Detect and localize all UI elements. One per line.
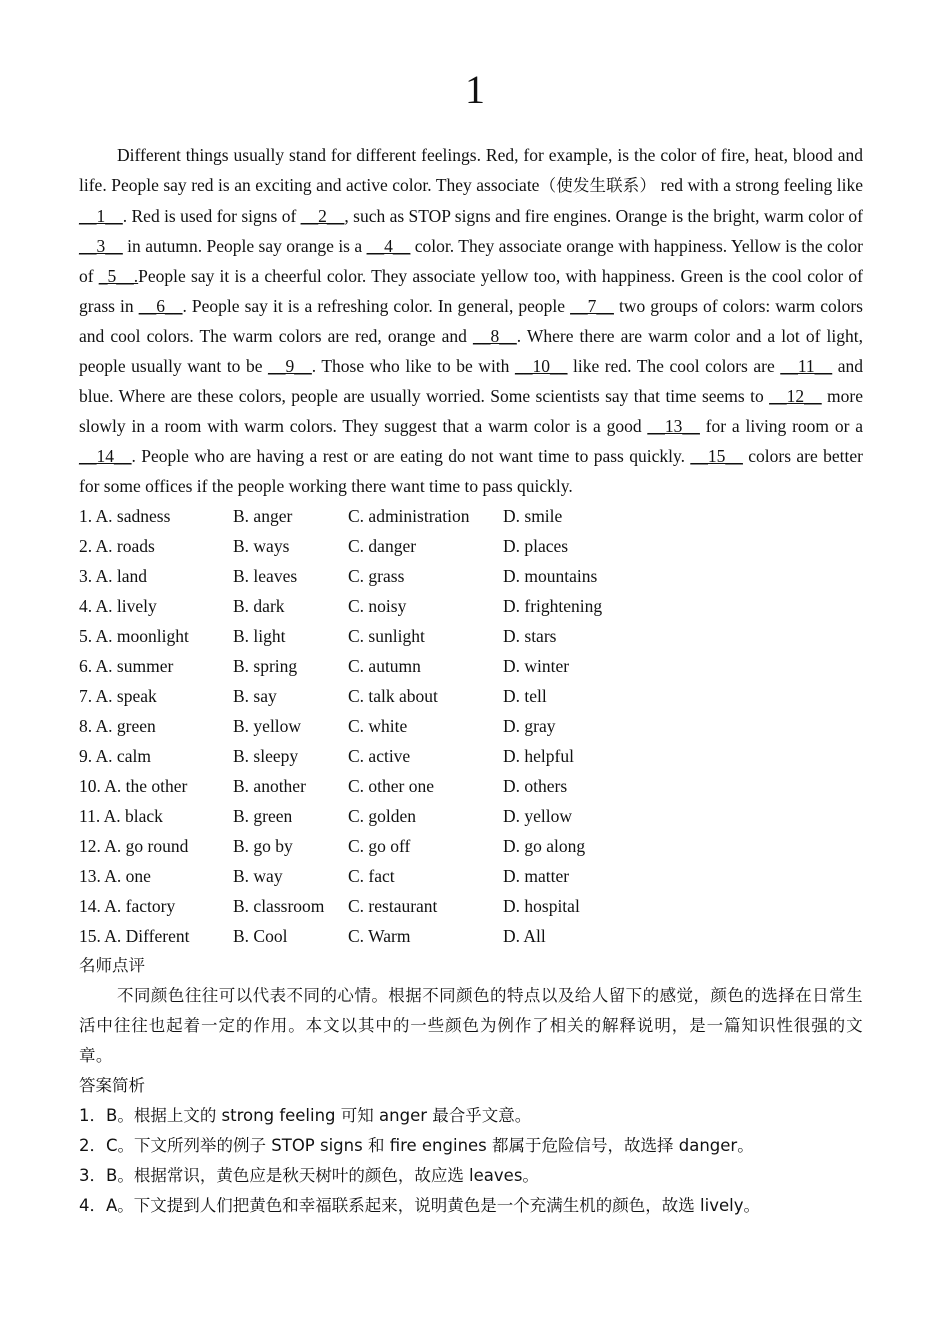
cloze-blank: __1__	[79, 206, 123, 226]
option-choice: D. yellow	[503, 806, 573, 826]
option-choice: C. grass	[348, 566, 405, 586]
option-choice: C. autumn	[348, 656, 421, 676]
option-row	[79, 921, 863, 951]
option-choice: B. way	[233, 866, 283, 886]
option-row	[79, 681, 863, 711]
option-choice: C. fact	[348, 866, 395, 886]
answer-item: 1．B。根据上文的 strong feeling 可知 anger 最合乎文意。	[79, 1106, 532, 1125]
option-choice: 2. A. roads	[79, 536, 155, 556]
option-choice: D. mountains	[503, 566, 598, 586]
passage-text: . Those who like to be with	[311, 356, 515, 376]
option-choice: 7. A. speak	[79, 686, 157, 706]
cloze-blank: __3__	[79, 236, 123, 256]
passage-text: Different things usually stand for different feelings. Red, for example, is the color of fire, heat, blood and life. People say red is an exciting and active color. They associate	[79, 145, 863, 195]
passage-text: People say it is a cheerful color. They associate yellow too, with happiness. Green is the cool color of grass in	[79, 266, 863, 316]
option-choice: D. gray	[503, 716, 556, 736]
option-choice: C. golden	[348, 806, 417, 826]
option-choice: B. classroom	[233, 896, 325, 916]
cloze-blank: __12__	[769, 386, 822, 406]
option-choice: 4. A. lively	[79, 596, 157, 616]
cloze-blank: __14__	[79, 446, 132, 466]
option-choice: 11. A. black	[79, 806, 163, 826]
option-row	[79, 711, 863, 741]
option-choice: D. All	[503, 926, 546, 946]
option-choice: D. tell	[503, 686, 547, 706]
option-choice: C. white	[348, 716, 408, 736]
passage-text: and blue. Where are these colors, people are usually worried. Some scientists say that time seems to	[79, 356, 863, 406]
document-content	[79, 140, 863, 1221]
cloze-blank: _5__.	[98, 266, 139, 286]
option-choice: 1. A. sadness	[79, 506, 171, 526]
passage-text: , such as STOP signs and fire engines. Orange is the bright, warm color of	[344, 206, 863, 226]
passage-text: color. They associate orange with happiness. Yellow is the color of	[79, 236, 863, 286]
option-choice: B. say	[233, 686, 277, 706]
option-choice: D. places	[503, 536, 569, 556]
option-choice: C. other one	[348, 776, 435, 796]
cloze-blank: __2__	[300, 206, 345, 226]
option-choice: C. Warm	[348, 926, 411, 946]
option-row	[79, 771, 863, 801]
cloze-blank: __10__	[514, 356, 568, 376]
option-row	[79, 621, 863, 651]
option-choice: B. Cool	[233, 926, 288, 946]
passage-text: . People who are having a rest or are eating do not want time to pass quickly.	[131, 446, 691, 466]
option-choice: D. smile	[503, 506, 563, 526]
option-choice: C. restaurant	[348, 896, 438, 916]
cloze-blank: __11__	[780, 356, 833, 376]
answer-item: 2．C。下文所列举的例子 STOP signs 和 fire engines 都属于危险信号，故选择 danger。	[79, 1136, 754, 1155]
option-choice: D. matter	[503, 866, 570, 886]
answer-item: 3．B。根据常识，黄色应是秋天树叶的颜色，故应选 leaves。	[79, 1166, 539, 1185]
option-choice: C. sunlight	[348, 626, 425, 646]
option-row	[79, 501, 863, 531]
gloss-text: （使发生联系）	[539, 176, 657, 195]
option-choice: B. light	[233, 626, 286, 646]
option-row	[79, 651, 863, 681]
option-choice: 5. A. moonlight	[79, 626, 189, 646]
option-row	[79, 801, 863, 831]
cloze-blank: __8__	[472, 326, 517, 346]
option-choice: D. hospital	[503, 896, 580, 916]
option-row	[79, 591, 863, 621]
option-choice: B. dark	[233, 596, 285, 616]
cloze-blank: __7__	[570, 296, 614, 316]
passage-text: in autumn. People say orange is a	[122, 236, 367, 256]
option-row	[79, 741, 863, 771]
option-choice: 3. A. land	[79, 566, 148, 586]
answer-item: 4．A。下文提到人们把黄色和幸福联系起来，说明黄色是一个充满生机的颜色，故选 lively。	[79, 1196, 760, 1215]
option-choice: C. noisy	[348, 596, 407, 616]
answer-heading: 答案简析	[79, 1076, 145, 1095]
cloze-blank: __9__	[268, 356, 312, 376]
passage-text: red with a strong feeling like	[656, 175, 863, 195]
review-heading: 名师点评	[79, 956, 145, 975]
option-choice: C. go off	[348, 836, 411, 856]
passage-text: . Where there are warm color and a lot of light, people usually want to be	[79, 326, 863, 376]
passage-text: colors are better for some offices if the people working there want time to pass quickly.	[79, 446, 863, 496]
option-choice: B. go by	[233, 836, 293, 856]
passage-text: . Red is used for signs of	[122, 206, 301, 226]
option-choice: 15. A. Different	[79, 926, 190, 946]
option-choice: B. ways	[233, 536, 290, 556]
option-row	[79, 891, 863, 921]
passage-text: more slowly in a room with warm colors. They suggest that a warm color is a good	[79, 386, 863, 436]
answer-options	[79, 501, 863, 951]
cloze-blank: __15__	[690, 446, 743, 466]
option-choice: 14. A. factory	[79, 896, 176, 916]
option-choice: C. danger	[348, 536, 417, 556]
option-choice: B. anger	[233, 506, 293, 526]
cloze-blank: __4__	[366, 236, 411, 256]
option-choice: 6. A. summer	[79, 656, 174, 676]
passage-text: two groups of colors: warm colors and cool colors. The warm colors are red, orange and	[79, 296, 863, 346]
review-text: 不同颜色往往可以代表不同的心情。根据不同颜色的特点以及给人留下的感觉，颜色的选择在日常生活中往往也起着一定的作用。本文以其中的一些颜色为例作了相关的解释说明，是一篇知识性很强的文章。	[79, 986, 863, 1065]
option-choice: 9. A. calm	[79, 746, 151, 766]
option-choice: D. others	[503, 776, 568, 796]
option-choice: B. green	[233, 806, 293, 826]
page-number: 1	[465, 67, 485, 112]
answer-explanations	[79, 1101, 863, 1221]
option-choice: 13. A. one	[79, 866, 151, 886]
option-choice: D. winter	[503, 656, 570, 676]
option-choice: B. sleepy	[233, 746, 299, 766]
option-choice: 12. A. go round	[79, 836, 189, 856]
cloze-blank: __6__	[138, 296, 183, 316]
passage-text: . People say it is a refreshing color. In general, people	[182, 296, 571, 316]
option-choice: 10. A. the other	[79, 776, 188, 796]
option-choice: D. frightening	[503, 596, 603, 616]
passage-text: for a living room or a	[699, 416, 864, 436]
option-choice: B. another	[233, 776, 306, 796]
option-choice: D. stars	[503, 626, 557, 646]
cloze-passage	[79, 140, 863, 501]
passage-text: like red. The cool colors are	[567, 356, 781, 376]
option-choice: D. helpful	[503, 746, 574, 766]
option-choice: C. active	[348, 746, 411, 766]
option-choice: B. leaves	[233, 566, 298, 586]
option-choice: C. talk about	[348, 686, 438, 706]
option-row	[79, 531, 863, 561]
option-choice: 8. A. green	[79, 716, 156, 736]
cloze-blank: __13__	[647, 416, 700, 436]
option-row	[79, 861, 863, 891]
option-choice: B. yellow	[233, 716, 302, 736]
option-choice: C. administration	[348, 506, 470, 526]
option-choice: D. go along	[503, 836, 586, 856]
option-row	[79, 561, 863, 591]
option-row	[79, 831, 863, 861]
option-choice: B. spring	[233, 656, 298, 676]
